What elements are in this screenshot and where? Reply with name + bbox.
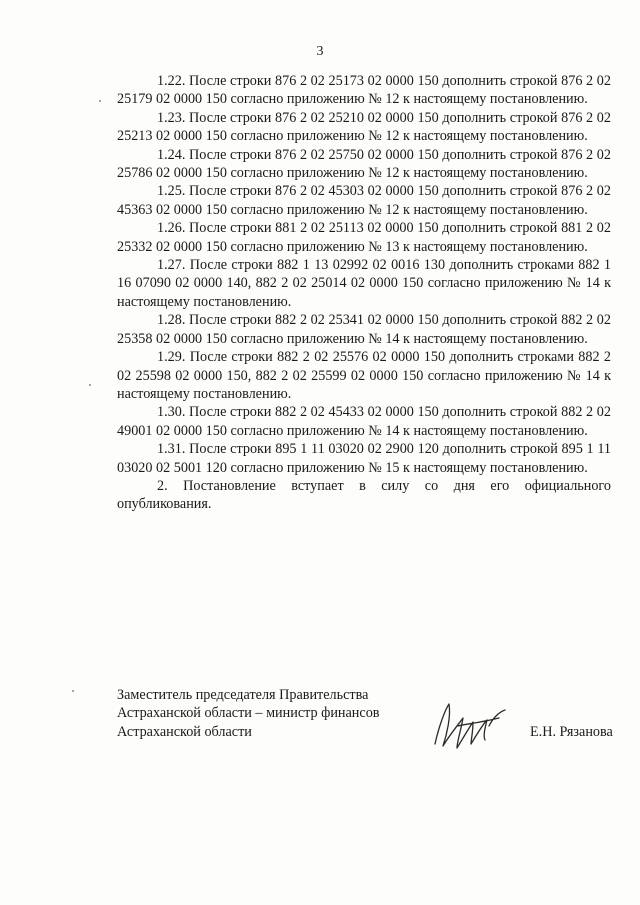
paragraph-1-22: 1.22. После строки 876 2 02 25173 02 0000 150 дополнить строкой 876 2 02 25179 02 0000 150 согласно приложению № 12 к настоящему постановлению. <box>117 73 611 108</box>
paragraph-1-28: 1.28. После строки 882 2 02 25341 02 0000 150 дополнить строкой 882 2 02 25358 02 0000 150 согласно приложению № 14 к настоящему постановлению. <box>117 312 611 347</box>
paragraph-1-31: 1.31. После строки 895 1 11 03020 02 2900 120 дополнить строкой 895 1 11 03020 02 5001 120 согласно приложению № 15 к настоящему постановлению. <box>117 441 611 476</box>
paragraph-1-25: 1.25. После строки 876 2 02 45303 02 0000 150 дополнить строкой 876 2 02 45363 02 0000 150 согласно приложению № 12 к настоящему постановлению. <box>117 183 611 218</box>
signatory-title-line: Астраханской области – министр финансов <box>117 705 380 722</box>
signatory-name: Е.Н. Рязанова <box>530 724 613 740</box>
paragraph-1-29: 1.29. После строки 882 2 02 25576 02 0000 150 дополнить строками 882 2 02 25598 02 0000 150, 882 2 02 25599 02 0000 150 согласно приложению № 14 к настоящему постановлению. <box>117 349 611 402</box>
page-number: 3 <box>316 44 324 59</box>
paragraph-1-27: 1.27. После строки 882 1 13 02992 02 0016 130 дополнить строками 882 1 16 07090 02 0000 140, 882 2 02 25014 02 0000 150 согласно приложению № 14 к настоящему постановлению. <box>117 257 611 310</box>
scan-speck <box>89 384 91 386</box>
signature-block <box>117 686 617 741</box>
paragraph-1-26: 1.26. После строки 881 2 02 25113 02 0000 150 дополнить строкой 881 2 02 25332 02 0000 150 согласно приложению № 13 к настоящему постановлению. <box>117 220 611 255</box>
paragraph-1-24: 1.24. После строки 876 2 02 25750 02 0000 150 дополнить строкой 876 2 02 25786 02 0000 150 согласно приложению № 12 к настоящему постановлению. <box>117 146 611 182</box>
signatory-title-line: Астраханской области <box>117 723 252 740</box>
signatory-title-line: Заместитель председателя Правительства <box>117 687 369 703</box>
document-body <box>117 72 611 514</box>
scan-speck <box>99 100 101 102</box>
paragraph-2: 2. Постановление вступает в силу со дня его официального опубликования. <box>117 477 611 513</box>
scan-speck <box>72 690 74 692</box>
paragraph-1-23: 1.23. После строки 876 2 02 25210 02 0000 150 дополнить строкой 876 2 02 25213 02 0000 150 согласно приложению № 12 к настоящему постановлению. <box>117 109 611 145</box>
paragraph-1-30: 1.30. После строки 882 2 02 45433 02 0000 150 дополнить строкой 882 2 02 49001 02 0000 150 согласно приложению № 14 к настоящему постановлению. <box>117 404 611 439</box>
handwritten-signature <box>427 696 517 756</box>
